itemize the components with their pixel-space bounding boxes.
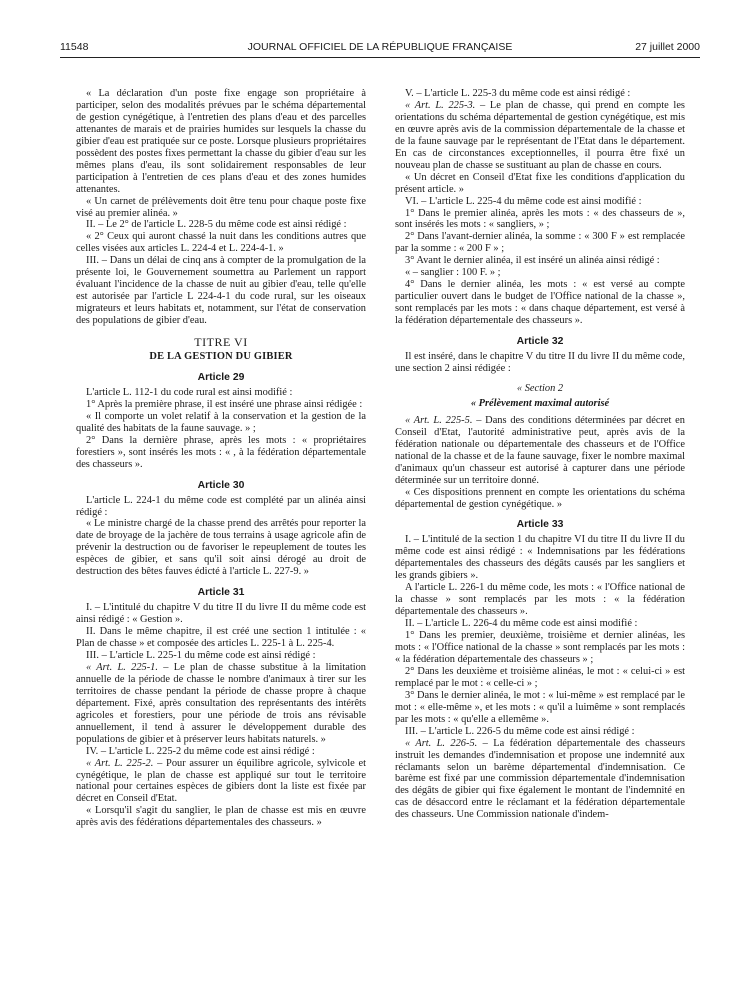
paragraph: II. Dans le même chapitre, il est créé une section 1 intitulée : « Plan de chasse » et composée des articles L. 225-1 à L. 225-4. [76,626,366,650]
article-reference: « Art. L. 225-5. [405,414,473,426]
paragraph: 2° Dans les deuxième et troisième alinéas, le mot : « celui-ci » est remplacé par le mot : « celle-ci » ; [395,665,685,689]
paragraph: I. – L'intitulé du chapitre V du titre II du livre II du même code est ainsi rédigé : « Gestion ». [76,602,366,626]
article-heading-29: Article 29 [197,371,245,383]
page-number: 11548 [60,41,89,53]
title-subheading: DE LA GESTION DU GIBIER [149,351,293,363]
title-heading: TITRE VI [194,335,248,350]
paragraph [395,100,685,172]
paragraph: « Un carnet de prélèvements doit être tenu pour chaque poste fixe visé au premier alinéa. » [76,195,366,219]
paragraph: III. – L'article L. 226-5 du même code est ainsi rédigé : [405,725,635,737]
paragraph: 1° Dans les premier, deuxième, troisième et dernier alinéas, les mots : « l'Office national de la chasse » sont remplacés par les mots : « la fédération départementale des chasseurs » ; [395,630,685,665]
article-heading-31: Article 31 [197,587,245,599]
article-body: – La fédération départementale des chasseurs instruit les demandes d'indemnisation et propose une indemnité aux réclamants selon un barème départemental d'indemnisation. Ce barème est fixé par une commission départementale d'indemnisation des dégâts de gibier qui fixe également le montant de l'indemnité en cas de désaccord entre le réclamant et la fédération départementale des chasseurs. Une Commission nationale d'indem- [395,737,685,821]
paragraph: II. – Le 2° de l'article L. 228-5 du même code est ainsi rédigé : [86,219,347,231]
paragraph [395,738,685,822]
article-reference: « Art. L. 225-2. [86,757,154,769]
paragraph: L'article L. 224-1 du même code est complété par un alinéa ainsi rédigé : [76,494,366,518]
paragraph: III. – Dans un délai de cinq ans à compter de la promulgation de la présente loi, le Gouvernement soumettra au Parlement un rapport évaluant l'incidence de la chasse de nuit au gibier d'eau, telle qu'elle est autorisée par l'article L 224-4-1 du code rural, sur les oiseaux migrateurs et leurs habitats et, notamment, sur l'état de conservation des populations de gibier d'eau. [76,255,366,327]
paragraph: « La déclaration d'un poste fixe engage son propriétaire à participer, selon des modalités prévues par le schéma départemental de gestion cynégétique, à l'entretien des plans d'eau et des parcelles attenantes de marais et de prairies humides sur lesquels la chasse du gibier d'eau est pratiquée sur ce poste. Lorsque plusieurs propriétaires possèdent des postes fixes permettant la chasse du gibier d'eau sur les mêmes plans d'eau, ils sont solidairement responsables de leur participation à l'entretien de ces plans d'eau et des zones humides attenantes. [76,88,366,195]
article-heading-33: Article 33 [516,519,564,531]
paragraph: IV. – L'article L. 225-2 du même code est ainsi rédigé : [86,745,315,757]
paragraph: 2° Dans la dernière phrase, après les mots : « propriétaires forestiers », sont insérés les mots : « , à la fédération départementale des chasseurs ». [76,434,366,470]
paragraph [76,662,366,746]
article-heading-32: Article 32 [516,336,564,348]
article-reference: « Art. L. 225-1. [86,661,158,673]
paragraph: 3° Dans le dernier alinéa, le mot : « lui-même » est remplacé par le mot : « elle-même », et les mots : « qu'il a luimême » sont remplacés par les mots : « qu'elle a ellemême ». [395,689,685,725]
paragraph: 2° Dans l'avant-dernier alinéa, la somme : « 300 F » est remplacée par la somme : « 200 F » ; [395,231,685,255]
section-heading: « Section 2 [516,382,564,394]
paragraph [76,758,366,806]
paragraph: 1° Dans le premier alinéa, après les mots : « des chasseurs de », sont insérés les mots : « sangliers, » ; [395,207,685,231]
paragraph: « Il comporte un volet relatif à la conservation et la gestion de la qualité des habitats de la faune sauvage. » ; [76,410,366,434]
paragraph: « 2° Ceux qui auront chassé la nuit dans les conditions autres que celles visées aux articles L. 224-4 et L. 224-4-1. » [76,231,366,255]
paragraph: « – sanglier : 100 F. » ; [405,267,501,279]
journal-title: JOURNAL OFFICIEL DE LA RÉPUBLIQUE FRANÇAISE [247,41,513,53]
publication-date: 27 juillet 2000 [635,41,700,53]
article-reference: « Art. L. 226-5. [405,737,478,749]
paragraph: « Le ministre chargé de la chasse prend des arrêtés pour reporter la date de broyage de la jachère de tous terrains à usage agricole afin de prévenir la destruction ou de favoriser le repeuplement de toutes les espèces de gibier, et sans qu'il soit ainsi dérogé au droit de destruction des bêtes fauves édicté à l'article L. 227-9. » [76,518,366,578]
paragraph: L'article L. 112-1 du code rural est ainsi modifié : [86,386,293,398]
paragraph: III. – L'article L. 225-1 du même code est ainsi rédigé : [86,649,316,661]
article-reference: « Art. L. 225-3. [405,99,476,111]
left-column [76,88,366,829]
page-header [60,40,700,56]
paragraph: VI. – L'article L. 225-4 du même code est ainsi modifié : [405,195,642,207]
paragraph: 1° Après la première phrase, il est inséré une phrase ainsi rédigée : [86,398,363,410]
paragraph: « Lorsqu'il s'agit du sanglier, le plan de chasse est mis en œuvre après avis des fédérations départementales des chasseurs. » [76,805,366,829]
article-body: – Pour assurer un équilibre agricole, sylvicole et cynégétique, le plan de chasse est appliqué sur tout le territoire national pour certaines espèces de gibiers dont la liste est fixée par décret en Conseil d'Etat. [76,757,366,805]
paragraph: 3° Avant le dernier alinéa, il est inséré un alinéa ainsi rédigé : [405,255,660,267]
section-title: « Prélèvement maximal autorisé [470,397,610,409]
paragraph: Il est inséré, dans le chapitre V du titre II du livre II du même code, une section 2 ainsi rédigée : [395,351,685,374]
paragraph [395,415,685,487]
paragraph: II. – L'article L. 226-4 du même code est ainsi modifié : [405,618,638,630]
right-column [395,88,685,821]
paragraph: « Ces dispositions prennent en compte les orientations du schéma départemental de gestion cynégétique. » [395,486,685,510]
paragraph: « Un décret en Conseil d'Etat fixe les conditions d'application du présent article. » [395,171,685,195]
paragraph: I. – L'intitulé de la section 1 du chapitre VI du titre II du livre II du même code est ainsi rédigé : « Indemnisations par les fédérations départementales des chasseurs des dégâts causés par les sangliers et les grands gibiers ». [395,534,685,582]
header-rule [60,57,700,58]
paragraph: 4° Dans le dernier alinéa, les mots : « est versé au compte particulier ouvert dans le budget de l'Office national de la chasse », sont remplacés par les mots : « dans chaque département, est versé à la fédération départementale des chasseurs ». [395,279,685,327]
paragraph: A l'article L. 226-1 du même code, les mots : « l'Office national de la chasse » sont remplacés par les mots : « la fédération départementale des chasseurs ». [395,582,685,618]
article-heading-30: Article 30 [197,479,245,491]
article-body: – Le plan de chasse substitue à la limitation annuelle de la période de chasse le nombre d'animaux à tirer sur les territoires de chasse pendant la période de chasse propre à chaque département. Fixé, après consultation des représentants des intérêts agricoles et forestiers, pour une période de trois ans révisable annuellement, il tend à assurer le développement durable des populations de gibier et à préserver leurs habitats naturels. » [76,661,366,745]
article-body: – Le plan de chasse, qui prend en compte les orientations du schéma départemental de gestion cynégétique, est mis en œuvre après avis de la commission départementale de la chasse et de la faune sauvage par le représentant de l'Etat dans le département. En cas de circonstances exceptionnelles, il pourra être fixé un nouveau plan de chasse se sustituant au plan de chasse en cours. [395,99,685,171]
article-body: – Dans des conditions déterminées par décret en Conseil d'Etat, l'autorité administrative peut, après avis de la fédération nationale ou départementale des chasseurs et de l'Office national de la chasse et de la faune sauvage, fixer le nombre maximal d'animaux qu'un chasseur est autorisé à capturer dans une période déterminée sur un territoire donné. [395,414,685,486]
paragraph: V. – L'article L. 225-3 du même code est ainsi rédigé : [405,88,631,99]
